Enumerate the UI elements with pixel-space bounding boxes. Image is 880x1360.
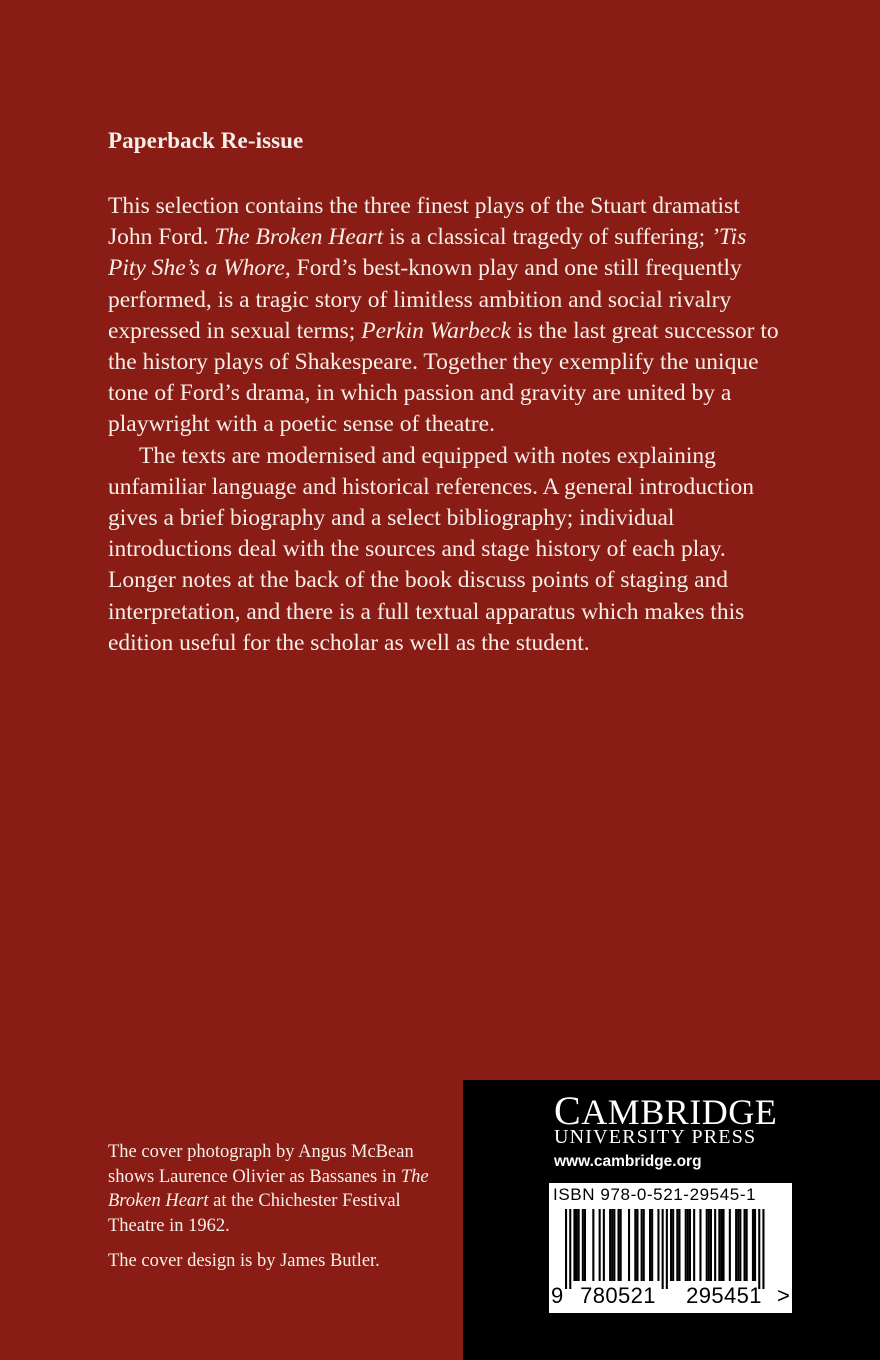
barcode-bar — [620, 1209, 622, 1281]
barcode-bar — [720, 1209, 722, 1281]
barcode-bar — [689, 1209, 691, 1281]
barcode-bar — [723, 1209, 725, 1281]
barcode-bar — [649, 1209, 651, 1281]
photo-credit: The cover photograph by Angus McBean shows Laurence Olivier as Bassanes in The Broken Heart at the Chichester Festival Theatre in 1962. — [108, 1142, 429, 1236]
barcode-bar — [762, 1209, 764, 1289]
barcode-bar — [710, 1209, 712, 1281]
barcode-bar — [666, 1209, 668, 1289]
barcode-bar — [565, 1209, 567, 1289]
barcode-bar — [576, 1209, 578, 1281]
barcode-bar — [636, 1209, 638, 1281]
barcode-bar — [573, 1209, 575, 1281]
blurb — [108, 191, 788, 659]
barcode-bar — [708, 1209, 710, 1281]
barcode-bar — [662, 1209, 664, 1289]
barcode-bar — [693, 1209, 695, 1281]
publisher-panel — [463, 1080, 880, 1360]
barcode-bar — [739, 1209, 741, 1281]
barcode-bar — [643, 1209, 645, 1281]
barcode-bar — [657, 1209, 659, 1281]
isbn-label: ISBN 978-0-521-29545-1 — [553, 1185, 757, 1204]
barcode-bar — [582, 1209, 584, 1281]
barcode-digits: 9 780521 295451 > — [551, 1283, 791, 1308]
barcode-bar — [569, 1209, 571, 1289]
barcode-bar — [634, 1209, 636, 1281]
barcode-bar — [641, 1209, 643, 1281]
barcode-bar — [578, 1209, 580, 1281]
barcode-bar — [592, 1209, 594, 1281]
barcode-bar — [651, 1209, 653, 1281]
barcode-bar — [670, 1209, 672, 1281]
barcode-bars — [565, 1209, 777, 1289]
barcode-bar — [744, 1209, 746, 1281]
publisher-url: www.cambridge.org — [554, 1153, 702, 1170]
barcode-bar — [672, 1209, 674, 1281]
blurb-paragraph-2: The texts are modernised and equipped with notes explaining unfamiliar language and historical references. A general introduction gives a brief biography and a select bibliography; individual introductions deal with the sources and stage history of each play. Longer notes at the back of the book discuss points of staging and interpretation, and there is a full textual apparatus which makes this edition useful for the scholar as well as the student. — [108, 442, 754, 656]
barcode-bar — [746, 1209, 748, 1281]
publisher-logo-text: CAMBRIDGE — [554, 1088, 778, 1133]
barcode-bar — [699, 1209, 701, 1281]
barcode-bar — [714, 1209, 716, 1281]
barcode-bar — [687, 1209, 689, 1281]
publisher-subtitle: UNIVERSITY PRESS — [554, 1126, 757, 1148]
barcode-bar — [729, 1209, 731, 1281]
barcode-bar — [609, 1209, 611, 1281]
barcode-bar — [611, 1209, 613, 1281]
barcode-bar — [735, 1209, 737, 1281]
barcode-bar — [718, 1209, 720, 1281]
barcode-bar — [758, 1209, 760, 1289]
design-credit: The cover design is by James Butler. — [108, 1251, 380, 1271]
barcode-bar — [618, 1209, 620, 1281]
barcode-bar — [599, 1209, 601, 1281]
barcode-bar — [706, 1209, 708, 1281]
barcode-bar — [584, 1209, 586, 1281]
barcode-bar — [752, 1209, 754, 1281]
barcode-bar — [603, 1209, 605, 1281]
isbn-barcode — [549, 1183, 792, 1313]
barcode-bar — [685, 1209, 687, 1281]
barcode-bar — [676, 1209, 678, 1281]
cover-credits — [108, 1140, 453, 1274]
barcode-bar — [678, 1209, 680, 1281]
barcode-bar — [737, 1209, 739, 1281]
blurb-paragraph-1: This selection contains the three finest plays of the Stuart dramatist John Ford. The Broken Heart is a classical tragedy of suffering; ’Tis Pity She’s a Whore, Ford’s best-known play and one still frequently performed, is a tragic story of limitless ambition and social rivalry expressed in sexual terms; Perkin Warbeck is the last great successor to the history plays of Shakespeare. Together they exemplify the unique tone of Ford’s drama, in which passion and gravity are united by a playwright with a poetic sense of theatre. — [108, 193, 779, 438]
barcode-bar — [613, 1209, 615, 1281]
barcode-bar — [754, 1209, 756, 1281]
section-heading: Paperback Re-issue — [108, 128, 304, 153]
barcode-bar — [628, 1209, 630, 1281]
